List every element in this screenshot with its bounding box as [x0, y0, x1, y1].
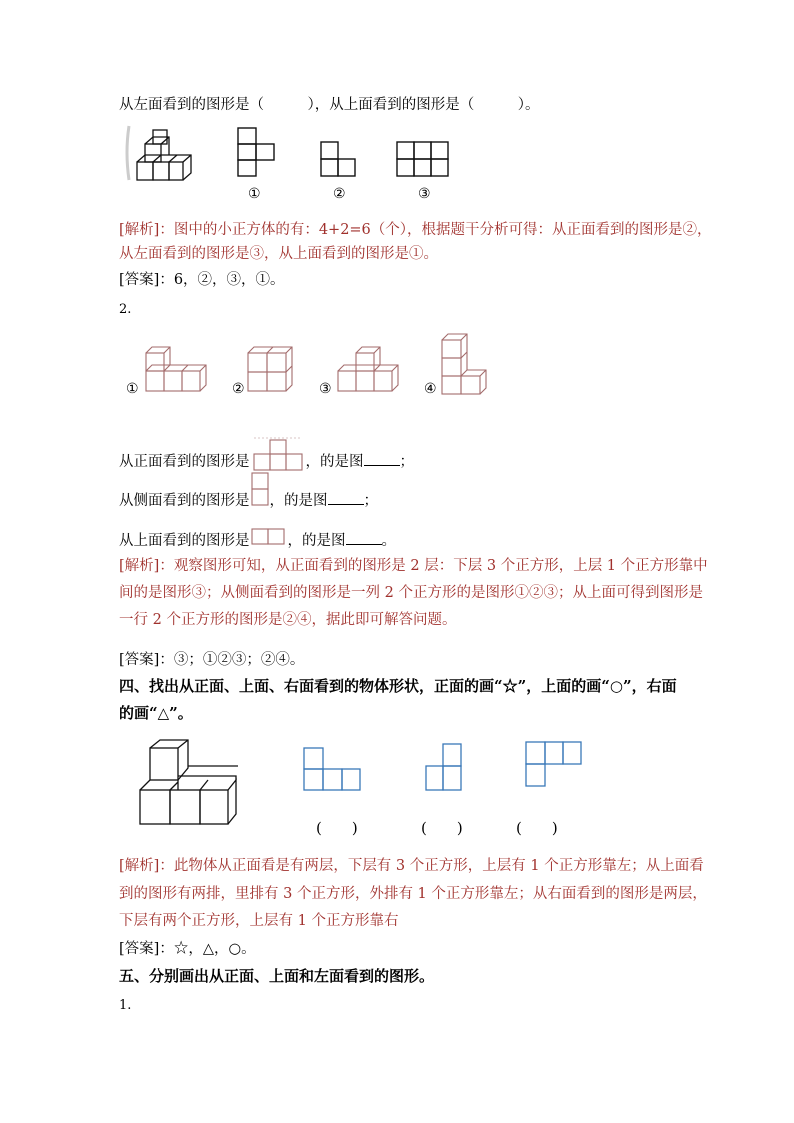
- p2-analysis-line-1: [解析]：观察图形可知，从正面看到的图形是 2 层：下层 3 个正方形，上层 1 个正方形靠中: [119, 558, 708, 574]
- s4-answer: [答案]：☆，△，○。: [119, 941, 256, 957]
- p1-answer: [119, 270, 285, 290]
- p2-figure-3: [336, 345, 402, 397]
- s4-answer-paren-2[interactable]: ( ): [421, 819, 463, 837]
- p1-option-2-label: ②: [333, 186, 346, 202]
- s4-answer-paren-3[interactable]: ( ): [516, 819, 558, 837]
- s4-view-c-figure: [524, 740, 584, 790]
- p2-analysis-line-3: 一行 2 个正方形的图形是②④，据此即可解答问题。: [119, 612, 457, 628]
- p1-question: 从左面看到的图形是（ ），从上面看到的图形是（ ）。: [119, 97, 540, 113]
- p2-q-front-pre: 从正面看到的图形是: [119, 454, 250, 470]
- s4-answer-paren-1[interactable]: ( ): [316, 819, 358, 837]
- s4-view-b-figure: [424, 742, 464, 794]
- p1-option-1-figure: [236, 126, 292, 178]
- p2-figure-4: [440, 332, 488, 398]
- p2-figure-1: [144, 345, 210, 397]
- p2-q-front: [119, 436, 414, 472]
- p1-cube-stack-figure: [125, 122, 205, 186]
- p1-option-1-label: ①: [248, 186, 261, 202]
- s4-analysis-line-1: [解析]：此物体从正面看是有两层，下层有 3 个正方形，上层有 1 个正方形靠左；从上面看: [119, 858, 704, 874]
- p2-number: 2.: [119, 302, 132, 317]
- p2-q-top-post: ，的是图: [287, 533, 346, 549]
- p2-front-answer-blank[interactable]: [364, 451, 400, 466]
- p2-q-side-pre: 从侧面看到的图形是: [119, 493, 250, 509]
- p2-top-view-figure: [250, 527, 288, 547]
- p2-top-answer-blank[interactable]: [346, 530, 382, 545]
- s4-view-a-figure: [302, 746, 362, 794]
- p1-analysis-line-1: [解析]：图中的小正方体的有：4+2=6（个），根据题干分析可得：从正面看到的图形是②，: [119, 222, 712, 238]
- p1-option-3-label: ③: [418, 186, 431, 202]
- p2-q-side: [119, 490, 378, 511]
- s4-heading-line-1: 四、找出从正面、上面、右面看到的物体形状，正面的画“☆”，上面的画“○”，右面: [119, 677, 677, 695]
- p2-side-answer-blank[interactable]: [328, 490, 364, 505]
- p2-figure-1-label: ①: [126, 381, 139, 397]
- p2-figure-2: [246, 345, 296, 397]
- p2-q-top: [119, 527, 396, 551]
- p2-side-view-figure: [250, 471, 270, 509]
- p2-q-top-end: 。: [381, 533, 396, 549]
- s4-object-figure: [138, 736, 238, 828]
- p2-q-front-end: ；: [399, 454, 414, 470]
- p2-front-view-figure: [250, 436, 306, 472]
- p1-analysis-line-2: 从左面看到的图形是③，从上面看到的图形是①。: [119, 246, 438, 262]
- p2-q-side-end: ；: [363, 493, 378, 509]
- s4-heading-line-2: 的画“△”。: [119, 704, 193, 722]
- p2-figure-2-label: ②: [232, 381, 245, 397]
- s5-heading: 五、分别画出从正面、上面和左面看到的图形。: [119, 967, 435, 985]
- s4-analysis-line-3: 下层有两个正方形，上层有 1 个正方形靠右: [119, 913, 399, 929]
- p1-option-2-figure: [319, 140, 359, 180]
- p2-answer: [答案]：③；①②③；②④。: [119, 652, 305, 668]
- p2-figure-3-label: ③: [319, 381, 332, 397]
- p2-figure-4-label: ④: [424, 381, 437, 397]
- s5-number: 1.: [119, 998, 132, 1013]
- p2-analysis-line-2: 间的是图形③；从侧面看到的图形是一列 2 个正方形的是图形①②③；从上面可得到图形是: [119, 585, 703, 601]
- p2-q-front-post: ，的是图: [305, 454, 364, 470]
- p2-q-side-post: ，的是图: [269, 493, 328, 509]
- p2-q-top-pre: 从上面看到的图形是: [119, 533, 250, 549]
- p1-answer-text: [答案]：6，②，③，①。: [119, 272, 285, 288]
- p1-option-3-figure: [395, 140, 455, 180]
- s4-analysis-line-2: 到的图形有两排，里排有 3 个正方形，外排有 1 个正方形靠左；从右面看到的图形是两层，: [119, 886, 707, 902]
